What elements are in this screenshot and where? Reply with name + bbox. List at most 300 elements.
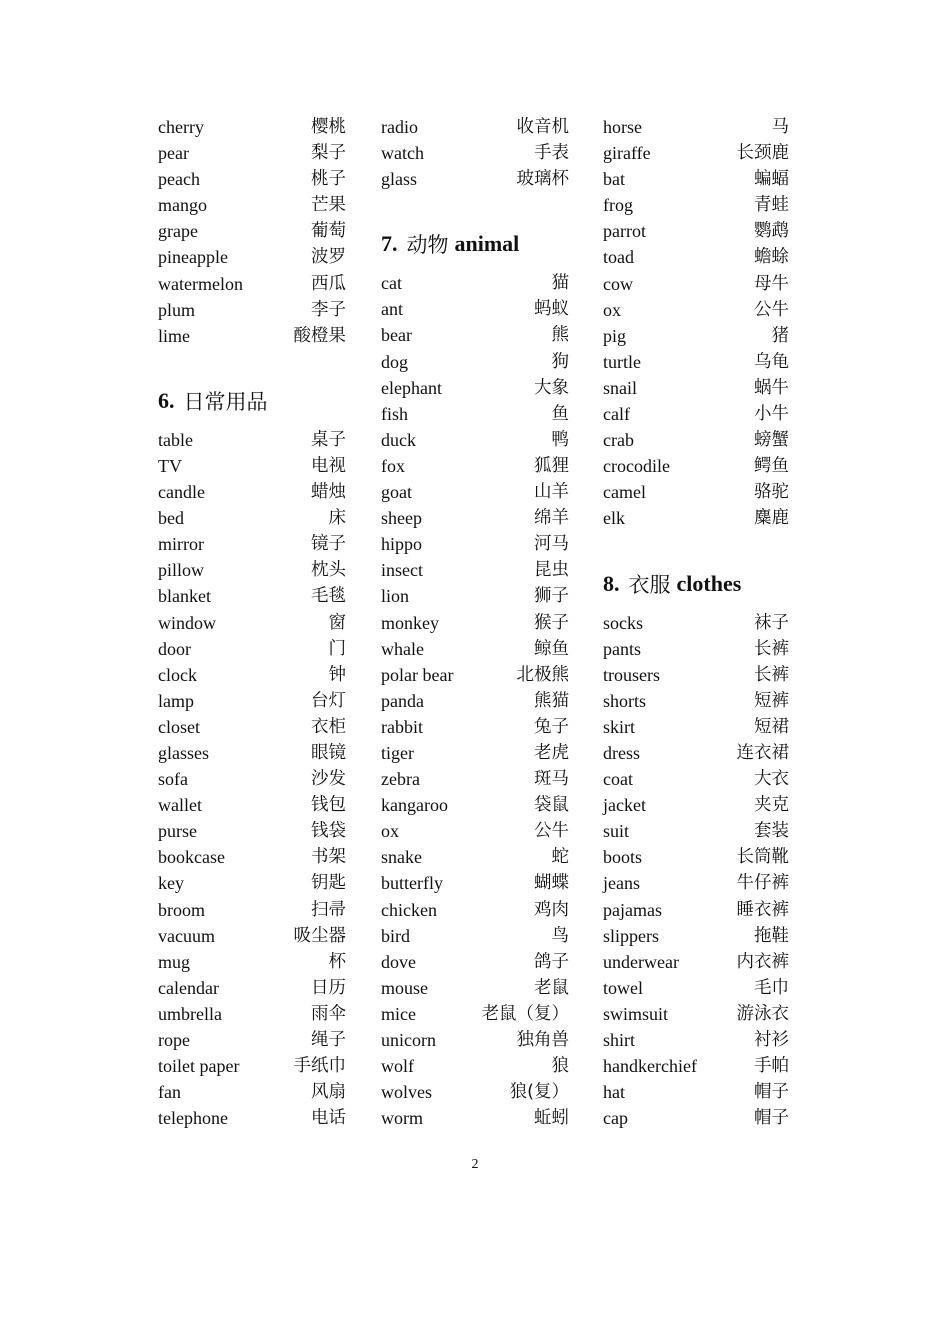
english-word: snail xyxy=(603,377,637,398)
vocab-row xyxy=(603,792,789,818)
section-title-zh: 动物 xyxy=(406,233,449,258)
chinese-translation: 葡萄 xyxy=(311,221,346,242)
chinese-translation: 狐狸 xyxy=(534,455,569,476)
section-title-zh: 日常用品 xyxy=(183,389,268,414)
english-word: window xyxy=(158,612,216,633)
chinese-translation: 桃子 xyxy=(311,169,346,190)
english-word: umbrella xyxy=(158,1003,222,1024)
vocab-row xyxy=(158,870,346,896)
vocab-row xyxy=(158,557,346,583)
chinese-translation: 芒果 xyxy=(311,195,346,216)
vocab-row xyxy=(158,114,346,140)
vocab-row xyxy=(603,870,789,896)
animal-list-continued xyxy=(603,114,789,532)
vocab-row xyxy=(603,636,789,662)
vocab-row xyxy=(381,610,569,636)
english-word: insect xyxy=(381,560,423,581)
chinese-translation: 游泳衣 xyxy=(736,1003,789,1024)
english-word: bat xyxy=(603,169,625,190)
vocab-row xyxy=(381,166,569,192)
chinese-translation: 电视 xyxy=(311,455,346,476)
vocab-row xyxy=(158,897,346,923)
vocab-row xyxy=(603,897,789,923)
vocab-row xyxy=(381,1053,569,1079)
chinese-translation: 梨子 xyxy=(311,143,346,164)
chinese-translation: 马 xyxy=(771,117,789,137)
chinese-translation: 蟾蜍 xyxy=(754,247,789,268)
vocab-row xyxy=(603,375,789,401)
english-word: lamp xyxy=(158,690,194,711)
chinese-translation: 套装 xyxy=(754,821,789,842)
vocab-row xyxy=(381,270,569,296)
vocab-row xyxy=(158,1001,346,1027)
chinese-translation: 蚯蚓 xyxy=(534,1108,569,1129)
english-word: sheep xyxy=(381,508,422,529)
chinese-translation: 蝙蝠 xyxy=(754,169,789,190)
chinese-translation: 绳子 xyxy=(311,1030,346,1050)
chinese-translation: 眼镜 xyxy=(311,742,346,763)
chinese-translation: 蝴蝶 xyxy=(534,873,569,894)
chinese-translation: 长筒靴 xyxy=(736,847,789,868)
english-word: toilet paper xyxy=(158,1056,240,1077)
chinese-translation: 扫帚 xyxy=(311,899,346,920)
english-word: wolves xyxy=(381,1082,432,1103)
vocab-row xyxy=(381,844,569,870)
vocab-row xyxy=(603,166,789,192)
vocab-row xyxy=(158,531,346,557)
chinese-translation: 门 xyxy=(328,638,346,659)
chinese-translation: 沙发 xyxy=(311,769,346,790)
english-word: blanket xyxy=(158,586,211,607)
english-word: socks xyxy=(603,612,643,633)
vocab-row xyxy=(381,557,569,583)
chinese-translation: 蚂蚁 xyxy=(534,299,569,320)
chinese-translation: 毛毯 xyxy=(311,586,346,607)
vocab-row xyxy=(158,610,346,636)
chinese-translation: 长颈鹿 xyxy=(736,143,789,164)
english-word: boots xyxy=(603,847,643,868)
english-word: whale xyxy=(381,638,424,659)
vocab-row xyxy=(158,244,346,270)
english-word: broom xyxy=(158,899,205,920)
vocab-row xyxy=(158,792,346,818)
vocab-row xyxy=(158,949,346,975)
english-word: sofa xyxy=(158,769,188,790)
chinese-translation: 熊 xyxy=(551,325,569,346)
english-word: calendar xyxy=(158,977,219,998)
vocab-row xyxy=(158,714,346,740)
chinese-translation: 连衣裙 xyxy=(736,742,789,763)
vocab-column-2 xyxy=(381,114,569,1131)
english-word: bed xyxy=(158,508,184,529)
english-word: mirror xyxy=(158,534,204,555)
vocab-row xyxy=(381,818,569,844)
chinese-translation: 山羊 xyxy=(534,482,569,503)
vocab-row xyxy=(158,453,346,479)
vocab-row xyxy=(158,662,346,688)
section-title-zh: 衣服 xyxy=(628,572,671,597)
page-number: 2 xyxy=(471,1157,479,1172)
english-word: hippo xyxy=(381,534,423,555)
english-word: trousers xyxy=(603,664,660,685)
chinese-translation: 内衣裤 xyxy=(736,951,789,972)
section-number: 7. xyxy=(381,231,398,257)
english-word: fox xyxy=(381,455,405,476)
vocab-row xyxy=(381,766,569,792)
chinese-translation: 西瓜 xyxy=(311,273,346,294)
english-word: mug xyxy=(158,951,191,972)
english-word: underwear xyxy=(603,951,679,972)
english-word: butterfly xyxy=(381,873,443,894)
chinese-translation: 钱包 xyxy=(311,795,346,816)
chinese-translation: 短裙 xyxy=(754,716,789,737)
items-list-continued xyxy=(381,114,569,192)
english-word: cherry xyxy=(158,117,204,137)
chinese-translation: 狗 xyxy=(551,351,569,372)
english-word: hat xyxy=(603,1082,625,1103)
english-word: pig xyxy=(603,325,627,346)
vocab-row xyxy=(603,453,789,479)
english-word: clock xyxy=(158,664,197,685)
chinese-translation: 小牛 xyxy=(754,404,789,425)
english-word: dog xyxy=(381,351,408,372)
english-word: wallet xyxy=(158,795,202,816)
vocab-row xyxy=(158,505,346,531)
vocab-row xyxy=(603,662,789,688)
vocab-row xyxy=(381,375,569,401)
chinese-translation: 电话 xyxy=(311,1108,346,1129)
chinese-translation: 雨伞 xyxy=(311,1003,346,1024)
vocab-row xyxy=(158,479,346,505)
english-word: monkey xyxy=(381,612,439,633)
vocab-row xyxy=(603,740,789,766)
chinese-translation: 昆虫 xyxy=(534,560,569,581)
vocab-row xyxy=(381,322,569,348)
chinese-translation: 熊猫 xyxy=(534,690,569,711)
vocab-row xyxy=(158,323,346,349)
vocab-row xyxy=(381,114,569,140)
vocab-row xyxy=(381,923,569,949)
vocab-row xyxy=(381,479,569,505)
english-word: pajamas xyxy=(603,899,662,920)
section-number: 6. xyxy=(158,387,175,413)
english-word: dove xyxy=(381,951,416,972)
vocab-row xyxy=(381,688,569,714)
english-word: worm xyxy=(381,1108,423,1129)
vocab-row xyxy=(603,427,789,453)
english-word: rabbit xyxy=(381,716,423,737)
vocab-row xyxy=(381,1027,569,1053)
chinese-translation: 波罗 xyxy=(311,247,346,268)
vocab-row xyxy=(158,166,346,192)
section-title-en: animal xyxy=(454,231,520,257)
vocab-row xyxy=(603,610,789,636)
english-word: fan xyxy=(158,1082,181,1103)
vocab-row xyxy=(158,975,346,1001)
vocab-row xyxy=(158,766,346,792)
vocab-row xyxy=(381,714,569,740)
english-word: kangaroo xyxy=(381,795,448,816)
vocab-row xyxy=(603,1053,789,1079)
vocab-row xyxy=(381,296,569,322)
chinese-translation: 绵羊 xyxy=(534,508,569,529)
vocab-row xyxy=(158,844,346,870)
chinese-translation: 镜子 xyxy=(311,534,346,555)
english-word: ox xyxy=(381,821,399,842)
vocab-row xyxy=(603,714,789,740)
english-word: elk xyxy=(603,508,625,529)
chinese-translation: 猫 xyxy=(551,273,569,294)
vocab-row xyxy=(603,323,789,349)
english-word: glasses xyxy=(158,742,209,763)
chinese-translation: 青蛙 xyxy=(754,195,789,216)
vocab-row xyxy=(381,401,569,427)
chinese-translation: 毛巾 xyxy=(754,977,789,998)
english-word: giraffe xyxy=(603,143,651,164)
english-word: cat xyxy=(381,273,402,294)
chinese-translation: 骆驼 xyxy=(754,482,789,503)
chinese-translation: 大衣 xyxy=(754,769,789,790)
english-word: chicken xyxy=(381,899,437,920)
english-word: bird xyxy=(381,925,410,946)
chinese-translation: 鸽子 xyxy=(534,951,569,972)
english-word: peach xyxy=(158,169,200,190)
english-word: elephant xyxy=(381,377,442,398)
vocab-row xyxy=(158,297,346,323)
english-word: towel xyxy=(603,977,643,998)
english-word: shirt xyxy=(603,1030,636,1050)
vocab-row xyxy=(381,870,569,896)
chinese-translation: 短裤 xyxy=(754,690,789,711)
chinese-translation: 麋鹿 xyxy=(754,508,789,529)
chinese-translation: 枕头 xyxy=(311,560,346,581)
section-number: 8. xyxy=(603,570,620,596)
vocab-row xyxy=(603,114,789,140)
chinese-translation: 河马 xyxy=(534,534,569,555)
english-word: wolf xyxy=(381,1056,414,1077)
section-heading-animal xyxy=(381,218,569,270)
vocab-row xyxy=(158,140,346,166)
english-word: watch xyxy=(381,143,424,164)
vocab-row xyxy=(603,923,789,949)
english-word: grape xyxy=(158,221,198,242)
english-word: polar bear xyxy=(381,664,454,685)
english-word: zebra xyxy=(381,769,420,790)
english-word: plum xyxy=(158,299,196,320)
english-word: camel xyxy=(603,482,646,503)
vocab-row xyxy=(381,792,569,818)
chinese-translation: 猪 xyxy=(771,325,789,346)
english-word: pear xyxy=(158,143,189,164)
vocab-column-1 xyxy=(158,114,346,1131)
english-word: panda xyxy=(381,690,424,711)
vocab-row xyxy=(158,1105,346,1131)
vocab-row xyxy=(158,427,346,453)
vocab-row xyxy=(603,218,789,244)
vocab-row xyxy=(158,218,346,244)
english-word: dress xyxy=(603,742,640,763)
english-word: closet xyxy=(158,716,200,737)
chinese-translation: 母牛 xyxy=(754,273,789,294)
vocab-row xyxy=(603,1027,789,1053)
vocab-row xyxy=(381,505,569,531)
chinese-translation: 拖鞋 xyxy=(754,925,789,946)
english-word: telephone xyxy=(158,1108,228,1129)
english-word: mango xyxy=(158,195,207,216)
english-word: mouse xyxy=(381,977,428,998)
vocab-row xyxy=(158,688,346,714)
vocab-row xyxy=(381,427,569,453)
chinese-translation: 斑马 xyxy=(534,769,569,790)
vocab-row xyxy=(603,192,789,218)
chinese-translation: 玻璃杯 xyxy=(516,169,569,190)
vocab-row xyxy=(381,1079,569,1105)
chinese-translation: 睡衣裤 xyxy=(736,899,789,920)
chinese-translation: 乌龟 xyxy=(754,351,789,372)
chinese-translation: 独角兽 xyxy=(516,1030,569,1050)
vocab-row xyxy=(381,349,569,375)
vocab-row xyxy=(603,975,789,1001)
chinese-translation: 鳄鱼 xyxy=(754,456,789,477)
english-word: lime xyxy=(158,325,190,346)
english-word: crab xyxy=(603,430,634,451)
english-word: toad xyxy=(603,247,634,268)
chinese-translation: 杯 xyxy=(328,951,346,972)
chinese-translation: 衬衫 xyxy=(754,1030,789,1050)
chinese-translation: 蜗牛 xyxy=(754,377,789,398)
english-word: key xyxy=(158,873,184,894)
vocab-row xyxy=(603,1105,789,1131)
chinese-translation: 窗 xyxy=(328,612,346,633)
english-word: ox xyxy=(603,299,621,320)
english-word: pillow xyxy=(158,560,205,581)
chinese-translation: 鸡肉 xyxy=(534,899,569,920)
vocab-row xyxy=(158,636,346,662)
english-word: slippers xyxy=(603,925,659,946)
vocab-row xyxy=(381,897,569,923)
english-word: pineapple xyxy=(158,247,228,268)
vocab-row xyxy=(603,349,789,375)
vocab-row xyxy=(603,688,789,714)
chinese-translation: 帽子 xyxy=(754,1082,789,1103)
english-word: lion xyxy=(381,586,410,607)
chinese-translation: 牛仔裤 xyxy=(736,873,789,894)
vocab-row xyxy=(603,1079,789,1105)
chinese-translation: 台灯 xyxy=(311,690,346,711)
chinese-translation: 帽子 xyxy=(754,1108,789,1129)
vocab-row xyxy=(158,818,346,844)
vocab-row xyxy=(381,140,569,166)
vocab-row xyxy=(158,923,346,949)
english-word: duck xyxy=(381,429,416,450)
vocab-row xyxy=(381,949,569,975)
chinese-translation: 鲸鱼 xyxy=(534,638,569,659)
english-word: ant xyxy=(381,299,403,320)
chinese-translation: 袋鼠 xyxy=(534,795,569,816)
vocab-row xyxy=(158,740,346,766)
chinese-translation: 长裤 xyxy=(754,638,789,659)
english-word: rope xyxy=(158,1030,190,1050)
english-word: purse xyxy=(158,821,197,842)
fruit-list xyxy=(158,114,346,349)
english-word: swimsuit xyxy=(603,1003,669,1024)
vocab-row xyxy=(603,505,789,531)
chinese-translation: 狮子 xyxy=(534,586,569,607)
english-word: bear xyxy=(381,325,412,346)
english-word: jeans xyxy=(603,873,640,894)
chinese-translation: 床 xyxy=(328,508,346,529)
chinese-translation: 袜子 xyxy=(754,612,789,633)
chinese-translation: 手表 xyxy=(534,143,569,164)
chinese-translation: 蜡烛 xyxy=(311,482,346,503)
english-word: shorts xyxy=(603,690,647,711)
english-word: bookcase xyxy=(158,847,225,868)
english-word: cap xyxy=(603,1108,628,1129)
english-word: fish xyxy=(381,403,408,424)
chinese-translation: 风扇 xyxy=(311,1082,346,1103)
vocab-row xyxy=(603,271,789,297)
vocab-row xyxy=(603,949,789,975)
vocab-row xyxy=(603,818,789,844)
chinese-translation: 吸尘器 xyxy=(293,925,346,946)
vocab-row xyxy=(381,636,569,662)
chinese-translation: 兔子 xyxy=(534,716,569,737)
chinese-translation: 钟 xyxy=(328,664,346,685)
chinese-translation: 桌子 xyxy=(311,429,346,450)
chinese-translation: 夹克 xyxy=(754,795,789,816)
daily-items-list xyxy=(158,427,346,1132)
vocab-row xyxy=(158,1053,346,1079)
chinese-translation: 北极熊 xyxy=(516,664,569,685)
english-word: cow xyxy=(603,273,633,294)
vocab-row xyxy=(381,1001,569,1027)
english-word: calf xyxy=(603,404,630,425)
english-word: suit xyxy=(603,821,630,842)
english-word: handkerchief xyxy=(603,1056,697,1077)
english-word: table xyxy=(158,429,193,450)
chinese-translation: 长裤 xyxy=(754,664,789,685)
chinese-translation: 蛇 xyxy=(551,847,569,868)
vocab-column-3 xyxy=(603,114,789,1131)
english-word: skirt xyxy=(603,716,636,737)
chinese-translation: 公牛 xyxy=(754,299,789,320)
vocab-row xyxy=(603,844,789,870)
chinese-translation: 老虎 xyxy=(534,742,569,763)
chinese-translation: 书架 xyxy=(311,847,346,868)
animal-list xyxy=(381,270,569,1131)
vocab-row xyxy=(603,244,789,270)
vocab-row xyxy=(603,1001,789,1027)
chinese-translation: 螃蟹 xyxy=(754,430,789,451)
section-heading-clothes xyxy=(603,558,789,610)
vocab-row xyxy=(158,271,346,297)
chinese-translation: 钥匙 xyxy=(311,873,346,894)
vocab-row xyxy=(603,297,789,323)
chinese-translation: 手纸巾 xyxy=(293,1056,346,1077)
vocab-row xyxy=(603,401,789,427)
chinese-translation: 收音机 xyxy=(516,117,569,137)
vocab-row xyxy=(381,1105,569,1131)
vocab-row xyxy=(381,583,569,609)
english-word: frog xyxy=(603,195,633,216)
english-word: radio xyxy=(381,117,418,137)
clothes-list xyxy=(603,610,789,1132)
english-word: door xyxy=(158,638,191,659)
chinese-translation: 公牛 xyxy=(534,821,569,842)
chinese-translation: 鱼 xyxy=(551,403,569,424)
english-word: goat xyxy=(381,482,412,503)
chinese-translation: 衣柜 xyxy=(311,716,346,737)
